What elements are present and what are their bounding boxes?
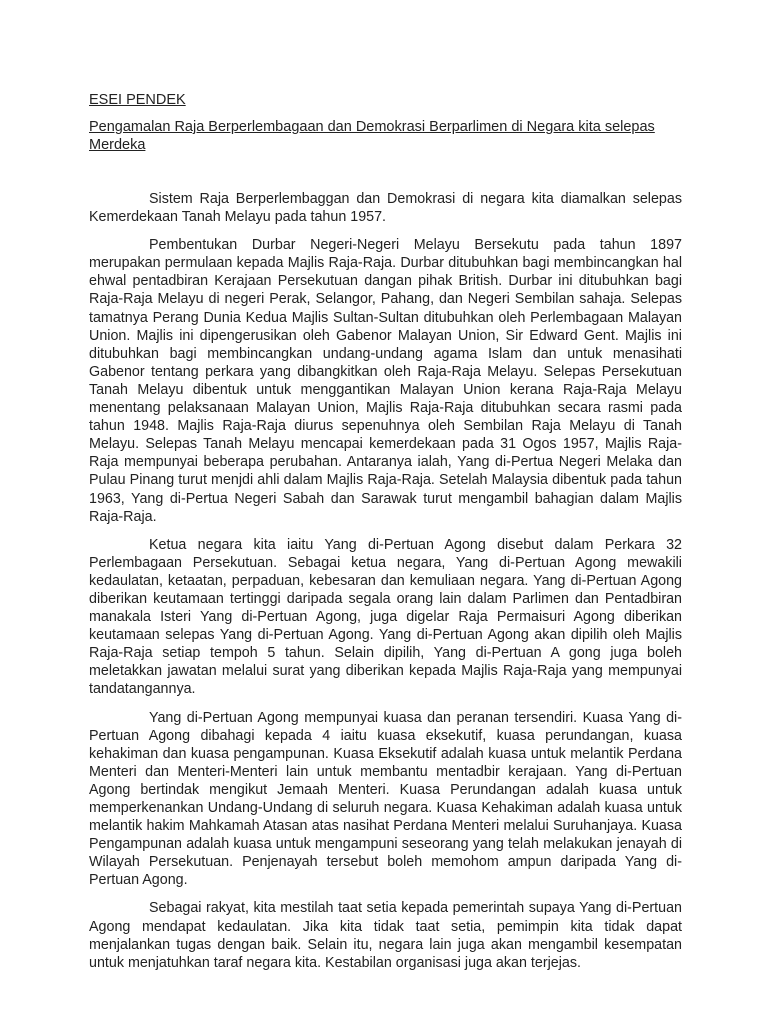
essay-body (89, 190, 682, 972)
paragraph-3: Ketua negara kita iaitu Yang di-Pertuan Agong disebut dalam Perkara 32 Perlembagaan Persekutuan. Sebagai ketua negara, Yang di-Pertuan Agong mewakili kedaulatan, ketaatan, perpaduan, kebesaran dan kemuliaan negara. Yang di-Pertuan Agong diberikan keutamaan tertinggi daripada segala orang lain dalam Parlimen dan Pentadbiran manakala Isteri Yang di-Pertuan Agong, juga digelar Raja Permaisuri Agong diberikan keutamaan selepas Yang di-Pertuan Agong. Yang di-Pertuan Agong akan dipilih oleh Majlis Raja-Raja setiap tempoh 5 tahun. Selain dipilih, Yang di-Pertuan A gong juga boleh meletakkan jawatan melalui surat yang diberikan kepada Majlis Raja-Raja yang mempunyai tandatangannya. (89, 536, 682, 698)
paragraph-2: Pembentukan Durbar Negeri-Negeri Melayu Bersekutu pada tahun 1897 merupakan permulaan kepada Majlis Raja-Raja. Durbar ditubuhkan bagi membincangkan hal ehwal pentadbiran Kerajaan Persekutuan dangan pihak British. Durbar ini ditubuhkan bagi Raja-Raja Melayu di negeri Perak, Selangor, Pahang, dan Negeri Sembilan sahaja. Selepas tamatnya Perang Dunia Kedua Majlis Sultan-Sultan ditubuhkan oleh Perlembagaan Malayan Union. Majlis ini dipengerusikan oleh Gabenor Malayan Union, Sir Edward Gent. Majlis ini ditubuhkan bagi membincangkan undang-undang agama Islam dan untuk menasihati Gabenor tentang perkara yang dibangkitkan oleh Raja-Raja Melayu. Selepas Persekutuan Tanah Melayu dibentuk untuk menggantikan Malayan Union kerana Raja-Raja Melayu menentang pelaksanaan Malayan Union, Majlis Raja-Raja ditubuhkan secara rasmi pada tahun 1948. Majlis Raja-Raja diurus sepenuhnya oleh Sembilan Raja Melayu di Tanah Melayu. Selepas Tanah Melayu mencapai kemerdekaan pada 31 Ogos 1957, Majlis Raja-Raja mempunyai beberapa perubahan. Antaranya ialah, Yang di-Pertua Negeri Melaka dan Pulau Pinang turut menjdi ahli dalam Majlis Raja-Raja. Setelah Malaysia dibentuk pada tahun 1963, Yang di-Pertua Negeri Sabah dan Sarawak turut mengambil bahagian dalam Majlis Raja-Raja. (89, 237, 682, 525)
essay-title: Pengamalan Raja Berperlembagaan dan Demokrasi Berparlimen di Negara kita selepas Merdeka (89, 119, 655, 153)
paragraph-5: Sebagai rakyat, kita mestilah taat setia kepada pemerintah supaya Yang di-Pertuan Agong mendapat kedaulatan. Jika kita tidak taat setia, pemimpin kita tidak dapat menjalankan tugas dengan baik. Selain itu, negara lain juga akan mengambil kesempatan untuk menjatuhkan taraf negara kita. Kestabilan organisasi juga akan terjejas. (89, 900, 682, 971)
paragraph-1: Sistem Raja Berperlembaggan dan Demokrasi di negara kita diamalkan selepas Kemerdekaan Tanah Melayu pada tahun 1957. (89, 191, 682, 226)
paragraph-4: Yang di-Pertuan Agong mempunyai kuasa dan peranan tersendiri. Kuasa Yang di-Pertuan Agong dibahagi kepada 4 iaitu kuasa eksekutif, kuasa perundangan, kuasa kehakiman dan kuasa pengampunan. Kuasa Eksekutif adalah kuasa untuk melantik Perdana Menteri dan Menteri-Menteri lain untuk membantu mentadbir kerajaan. Yang di-Pertuan Agong bertindak mengikut Jemaah Menteri. Kuasa Perundangan adalah kuasa untuk memperkenankan Undang-Undang di seluruh negara. Kuasa Kehakiman adalah kuasa untuk melantik hakim Mahkamah Atasan atas nasihat Perdana Menteri melalui Suruhanjaya. Kuasa Pengampunan adalah kuasa untuk mengampuni seseorang yang telah melakukan jenayah di Wilayah Persekutuan. Penjenayah tersebut boleh memohom ampun daripada Yang di-Pertuan Agong. (89, 709, 682, 889)
essay-heading: ESEI PENDEK (89, 92, 186, 108)
